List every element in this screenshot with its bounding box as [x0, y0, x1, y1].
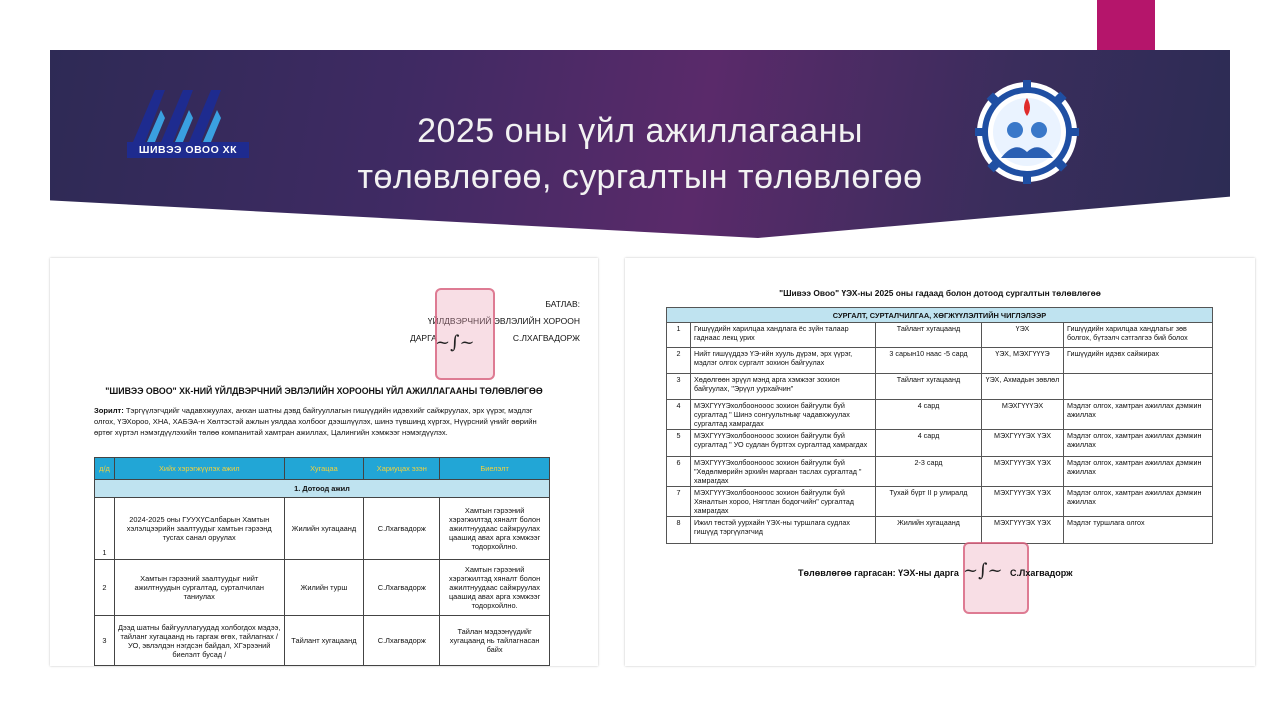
row-result: Хамтын гэрээний хэрэгжилтэд хяналт болон ажилтнуудаас сайжруулах цаашид авах арга хэмжээг тодорхойлно.: [440, 498, 550, 560]
row-result: Мэдлэг олгох, хамтран ажиллах дэмжин ажиллах: [1064, 457, 1213, 487]
table-row: [667, 323, 1213, 348]
row-task: Дээд шатны байгууллагуудад холбогдох мэдээ, тайланг хугацаанд нь гаргаж өгөх, тайлагнах /УО, эвлэлдэн нэгдсэн байдал, ХГэрээний биелэлт бусад /: [114, 616, 284, 666]
section-label: СУРГАЛТ, СУРТАЛЧИЛГАА, ХӨГЖҮҮЛЭЛТИЙН ЧИГЛЭЛЭЭР: [667, 308, 1213, 323]
row-no: 1: [667, 323, 691, 348]
row-time: 3 сарын10 наас -5 сард: [876, 348, 982, 374]
goal-label: Зорилт:: [94, 406, 124, 415]
row-no: 2: [667, 348, 691, 374]
row-task: Ижил төстэй уурхайн ҮЭХ-ны туршлага судлах гишүүд тэргүүлэгчид: [691, 517, 876, 544]
row-owner: МЭХГҮҮҮЭХ ҮЭХ: [982, 430, 1064, 457]
row-time: Тухай бүрт II р улиралд: [876, 487, 982, 517]
table-row: [667, 374, 1213, 400]
training-plan-document: [625, 258, 1255, 666]
col-header-owner: Хариуцах эзэн: [364, 458, 440, 480]
row-result: Тайлан мэдээнүүдийг хугацаанд нь тайлагнасан байх: [440, 616, 550, 666]
table-row: [95, 616, 550, 666]
row-task: Хамтын гэрээний заалтуудыг нийт ажилтнуудын сургалтад, сурталчилан таниулах: [114, 560, 284, 616]
table-section-row: [95, 480, 550, 498]
row-time: 4 сард: [876, 430, 982, 457]
table-row: [667, 430, 1213, 457]
row-no: 5: [667, 430, 691, 457]
row-task: МЭХГҮҮҮЭхолбоонооос зохион байгуулж буй Хяналтын хороо, Нягтлан бодогчийн" сургалтад хамрагдах: [691, 487, 876, 517]
col-header-result: Биелэлт: [440, 458, 550, 480]
row-task: Нийт гишүүддээ ҮЭ-ийн хууль дүрэм, эрх үүрэг, мэдлэг олгох сургалт зохион байгуулах: [691, 348, 876, 374]
table-row: [667, 517, 1213, 544]
row-owner: С.Лхагвадорж: [364, 498, 440, 560]
table-section-row: [667, 308, 1213, 323]
row-no: 4: [667, 400, 691, 430]
row-time: Жилийн турш: [284, 560, 364, 616]
row-task: Хөдөлгөөн эрүүл мэнд арга хэмжээг зохион байгуулах, "Эрүүл уурхайчин": [691, 374, 876, 400]
signature-mark: ~∫~: [963, 560, 1003, 581]
row-result: Мэдлэг олгох, хамтран ажиллах дэмжин ажиллах: [1064, 487, 1213, 517]
row-no: 8: [667, 517, 691, 544]
row-result: Мэдлэг туршлага олгох: [1064, 517, 1213, 544]
table-header-row: [95, 458, 550, 480]
row-no: 3: [95, 616, 115, 666]
col-header-time: Хугацаа: [284, 458, 364, 480]
row-task: МЭХГҮҮҮЭхолбоонооос зохион байгуулж буй "Хөдөлмөрийн эрхийн маргаан таслах сургалтад " хамрагдах: [691, 457, 876, 487]
row-no: 2: [95, 560, 115, 616]
row-owner: С.Лхагвадорж: [364, 616, 440, 666]
table-row: [667, 400, 1213, 430]
approve-position: ДАРГА: [410, 333, 437, 343]
row-time: Тайлант хугацаанд: [876, 374, 982, 400]
row-result: [1064, 374, 1213, 400]
logo-left-caption: ШИВЭЭ ОВОО ХК: [127, 142, 249, 158]
row-result: Хамтын гэрээний хэрэгжилтэд хяналт болон ажилтнуудаас сайжруулах цаашид авах арга хэмжээг тодорхойлно.: [440, 560, 550, 616]
row-result: Мэдлэг олгох, хамтран ажиллах дэмжин ажиллах: [1064, 430, 1213, 457]
slide-title-line2: төлөвлөгөө, сургалтын төлөвлөгөө: [357, 158, 923, 196]
signature-mark: ~∫~: [435, 332, 475, 353]
row-no: 7: [667, 487, 691, 517]
row-task: МЭХГҮҮҮЭхолбоонооос зохион байгуулж буй сургалтад " УО судлан бүртгэх сургалтад хамрагдах: [691, 430, 876, 457]
row-owner: ҮЭХ: [982, 323, 1064, 348]
row-time: Жилийн хугацаанд: [284, 498, 364, 560]
table-row: [667, 348, 1213, 374]
row-no: 1: [95, 498, 115, 560]
goal-text: Тэргүүлэгчдийг чадавхжуулах, анхан шатны дэвд байгууллагын гишүүдийн идэвхийг сайжруулах, эрх үүрэг, мэдлэг олгох, ҮЭХороо, ХНА, ХАБЭА-н Хөлтэстэй ажлын уялдаа холбоог дээшлүүлэх, шинэ түвшинд хүргэх, Нүүрсний үнийг өөрийн өртөг хүртэл нэмэгдүүлэхийн төлөө компанитай хамтран ажиллах, Цалингийн хэмжээг нэмэгдүүлэх.: [94, 406, 537, 437]
approve-name: С.ЛХАГВАДОРЖ: [512, 333, 580, 343]
goal-paragraph: [94, 405, 554, 438]
training-table: [666, 307, 1213, 544]
union-emblem-icon: [975, 80, 1079, 184]
document-title: "Шивээ Овоо" ҮЭХ-ны 2025 оны гадаад болон дотоод сургалтын төлөвлөгөө: [779, 288, 1101, 298]
approve-committee: ҮЙЛДВЭРЧНИЙ ЭВЛЭЛИЙН ХОРООН: [427, 316, 580, 326]
activity-plan-document: [50, 258, 598, 666]
row-time: 4 сард: [876, 400, 982, 430]
table-row: [667, 457, 1213, 487]
row-result: Мэдлэг олгох, хамтран ажиллах дэмжин ажиллах: [1064, 400, 1213, 430]
row-result: Гишүүдийн харилцаа хандлагыг зөв болгох, бүтээлч сэтгэлгээ бий болох: [1064, 323, 1213, 348]
row-task: МЭХГҮҮҮЭхолбоонооос зохион байгуулж буй сургалтад " Шинэ сонгуультнықг чадавхжуулах сургалтад хамрагдах: [691, 400, 876, 430]
row-owner: МЭХГҮҮҮЭХ: [982, 400, 1064, 430]
row-time: Жилийн хугацаанд: [876, 517, 982, 544]
prepared-by-name: С.Лхагвадорж: [1010, 568, 1073, 578]
document-title: "ШИВЭЭ ОВОО" ХК-НИЙ ҮЙЛДВЭРЧНИЙ ЭВЛЭЛИЙН ХОРООНЫ ҮЙЛ АЖИЛЛАГААНЫ ТӨЛӨВЛӨГӨӨ: [105, 386, 543, 396]
row-no: 6: [667, 457, 691, 487]
row-no: 3: [667, 374, 691, 400]
table-row: [95, 498, 550, 560]
row-owner: МЭХГҮҮҮЭХ ҮЭХ: [982, 457, 1064, 487]
row-owner: МЭХГҮҮҮЭХ ҮЭХ: [982, 487, 1064, 517]
row-owner: С.Лхагвадорж: [364, 560, 440, 616]
col-header-no: д/д: [95, 458, 115, 480]
row-task: 2024-2025 оны ГУУХҮСалбарын Хамтын хэлэлцээрийн заалтуудыг хамтын гэрээнд тусгах санал оруулах: [114, 498, 284, 560]
row-time: Тайлант хугацаанд: [284, 616, 364, 666]
prepared-by-label: Төлөвлөгөө гаргасан: ҮЭХ-ны дарга: [798, 568, 959, 578]
row-task: Гишүүдийн харилцаа хандлага ёс зүйн талаар гаднаас лекц урих: [691, 323, 876, 348]
row-owner: ҮЭХ, МЭХГҮҮҮЭ: [982, 348, 1064, 374]
approve-label: БАТЛАВ:: [545, 299, 580, 309]
row-result: Гишүүдийн идэвх сайжирах: [1064, 348, 1213, 374]
slide-title-line1: 2025 оны үйл ажиллагааны: [417, 112, 863, 150]
slide-title: [250, 108, 1030, 200]
col-header-task: Хийх хэрэгжүүлэх ажил: [114, 458, 284, 480]
row-time: Тайлант хугацаанд: [876, 323, 982, 348]
section-label: 1. Дотоод ажил: [95, 480, 550, 498]
activity-table: [94, 457, 550, 666]
row-owner: ҮЭХ, Ахмадын зөвлөл: [982, 374, 1064, 400]
table-row: [667, 487, 1213, 517]
row-owner: МЭХГҮҮҮЭХ ҮЭХ: [982, 517, 1064, 544]
row-time: 2-3 сард: [876, 457, 982, 487]
table-row: [95, 560, 550, 616]
